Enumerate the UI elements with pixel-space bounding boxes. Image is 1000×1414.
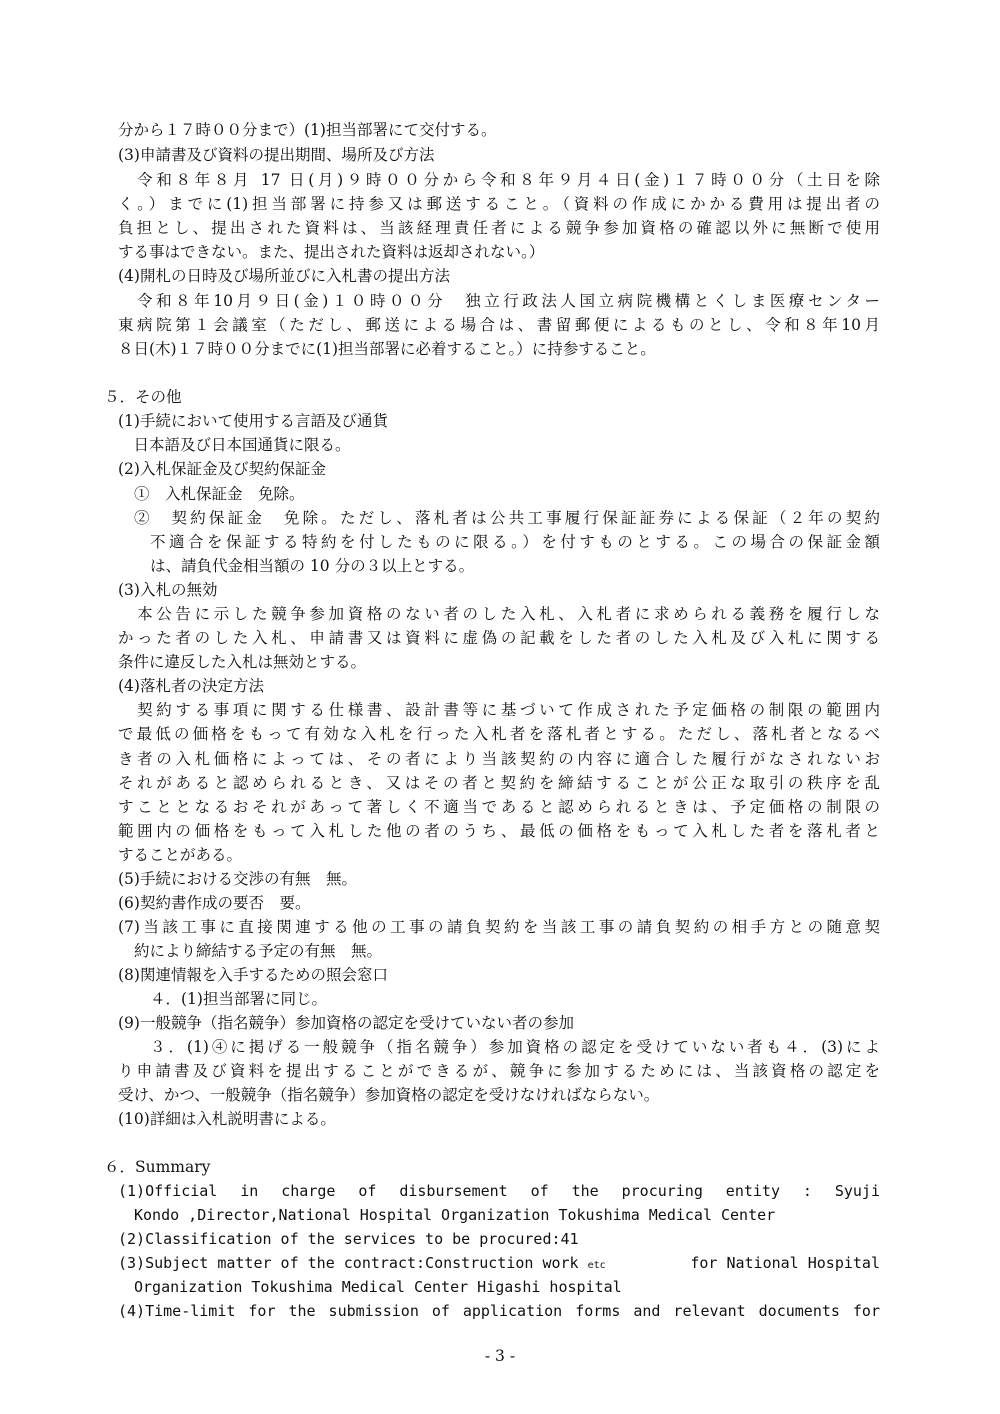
text-line: ３．(1)④に掲げる一般競争（指名競争）参加資格の認定を受けていない者も４．(3)によ [150, 1038, 880, 1056]
chapter-heading: ６．Summary [104, 1158, 211, 1176]
text-line: 受け、かつ、一般競争（指名競争）参加資格の認定を受けなければならない。 [118, 1086, 660, 1104]
text-line: 条件に違反した入札は無効とする。 [118, 653, 367, 671]
text-line: ８日(木)１７時００分までに(1)担当部署に必着すること。）に持参すること。 [118, 340, 656, 358]
section-heading: (7)当該工事に直接関連する他の工事の請負契約を当該工事の請負契約の相手方との随意契 [118, 918, 880, 936]
text-line: で最低の価格をもって有効な入札を行った入札者を落札者とする。ただし、落札者となるべ [118, 725, 880, 743]
text-line: き者の入札価格によっては、その者により当該契約の内容に適合した履行がなされないお [118, 750, 880, 768]
text-line: ４．(1)担当部署に同じ。 [150, 990, 327, 1008]
section-heading: (3)申請書及び資料の提出期間、場所及び方法 [118, 146, 435, 164]
text-line: 不適合を保証する特約を付したものに限る。）を付すものとする。この場合の保証金額 [150, 533, 880, 551]
section-heading: (8)関連情報を入手するための照会窓口 [118, 966, 388, 984]
summary-line [118, 1253, 880, 1276]
text-line: かった者のした入札、申請書又は資料に虚偽の記載をした者のした入札及び入札に関する [118, 629, 880, 647]
text-line: することがある。 [118, 846, 243, 864]
text-line: り申請書及び資料を提出することができるが、競争に参加するためには、当該資格の認定を [118, 1062, 880, 1080]
text-line: は、請負代金相当額の 10 分の３以上とする。 [150, 557, 475, 575]
summary-line: (2)Classification of the services to be procured:41 [118, 1230, 579, 1248]
summary-line: Kondo ,Director,National Hospital Organization Tokushima Medical Center [134, 1206, 776, 1224]
text-line: すこととなるおそれがあって著しく不適当であると認められるときは、予定価格の制限の [118, 798, 880, 816]
section-heading: (5)手続における交渉の有無 無。 [118, 870, 357, 888]
text-line: く。）までに(1)担当部署に持参又は郵送すること。（資料の作成にかかる費用は提出者の [118, 195, 880, 213]
text-line: 令和８年10月９日(金)１０時００分 独立行政法人国立病院機構とくしま医療センター [118, 292, 880, 310]
section-heading: (1)手続において使用する言語及び通貨 [118, 412, 388, 430]
text-line: 分から１７時００分まで）(1)担当部署にて交付する。 [118, 121, 497, 139]
summary-line: (4)Time-limit for the submission of application forms and relevant documents for [118, 1302, 880, 1320]
text-line: する事はできない。また、提出された資料は返却されない。） [118, 243, 545, 261]
text-line: それがあると認められるとき、又はその者と契約を締結することが公正な取引の秩序を乱 [118, 774, 880, 792]
section-heading: (9)一般競争（指名競争）参加資格の認定を受けていない者の参加 [118, 1014, 574, 1032]
text-line: 約により締結する予定の有無 無。 [134, 942, 383, 960]
text-line: 負担とし、提出された資料は、当該経理責任者による競争参加資格の確認以外に無断で使用 [118, 219, 880, 237]
text-line: 令和８年８月 17 日(月)９時００分から令和８年９月４日(金)１７時００分（土日を除 [118, 171, 880, 189]
summary-line: Organization Tokushima Medical Center Higashi hospital [134, 1278, 622, 1296]
summary-text: for National Hospital [690, 1254, 880, 1272]
summary-line: (1)Official in charge of disbursement of the procuring entity : Syuji [118, 1182, 880, 1200]
summary-etc: etc [587, 1260, 606, 1271]
text-line: 範囲内の価格をもって入札した他の者のうち、最低の価格をもって入札した者を落札者と [118, 822, 880, 840]
summary-text: (3)Subject matter of the contract:Construction work [118, 1254, 579, 1272]
text-line: ② 契約保証金 免除。ただし、落札者は公共工事履行保証証券による保証（２年の契約 [134, 509, 880, 527]
section-heading: (3)入札の無効 [118, 581, 218, 599]
text-line: ① 入札保証金 免除。 [134, 485, 305, 503]
text-line: 契約する事項に関する仕様書、設計書等に基づいて作成された予定価格の制限の範囲内 [118, 701, 880, 719]
chapter-heading: ５．その他 [104, 388, 182, 406]
text-line: 日本語及び日本国通貨に限る。 [118, 436, 351, 454]
section-heading: (6)契約書作成の要否 要。 [118, 894, 311, 912]
page-number: - 3 - [484, 1347, 516, 1365]
section-heading: (10)詳細は入札説明書による。 [118, 1110, 336, 1128]
section-heading: (4)落札者の決定方法 [118, 677, 264, 695]
text-line: 本公告に示した競争参加資格のない者のした入札、入札者に求められる義務を履行しな [118, 605, 880, 623]
section-heading: (4)開札の日時及び場所並びに入札書の提出方法 [118, 267, 450, 285]
text-line: 東病院第１会議室（ただし、郵送による場合は、書留郵便によるものとし、令和８年10月 [118, 316, 880, 334]
section-heading: (2)入札保証金及び契約保証金 [118, 460, 326, 478]
